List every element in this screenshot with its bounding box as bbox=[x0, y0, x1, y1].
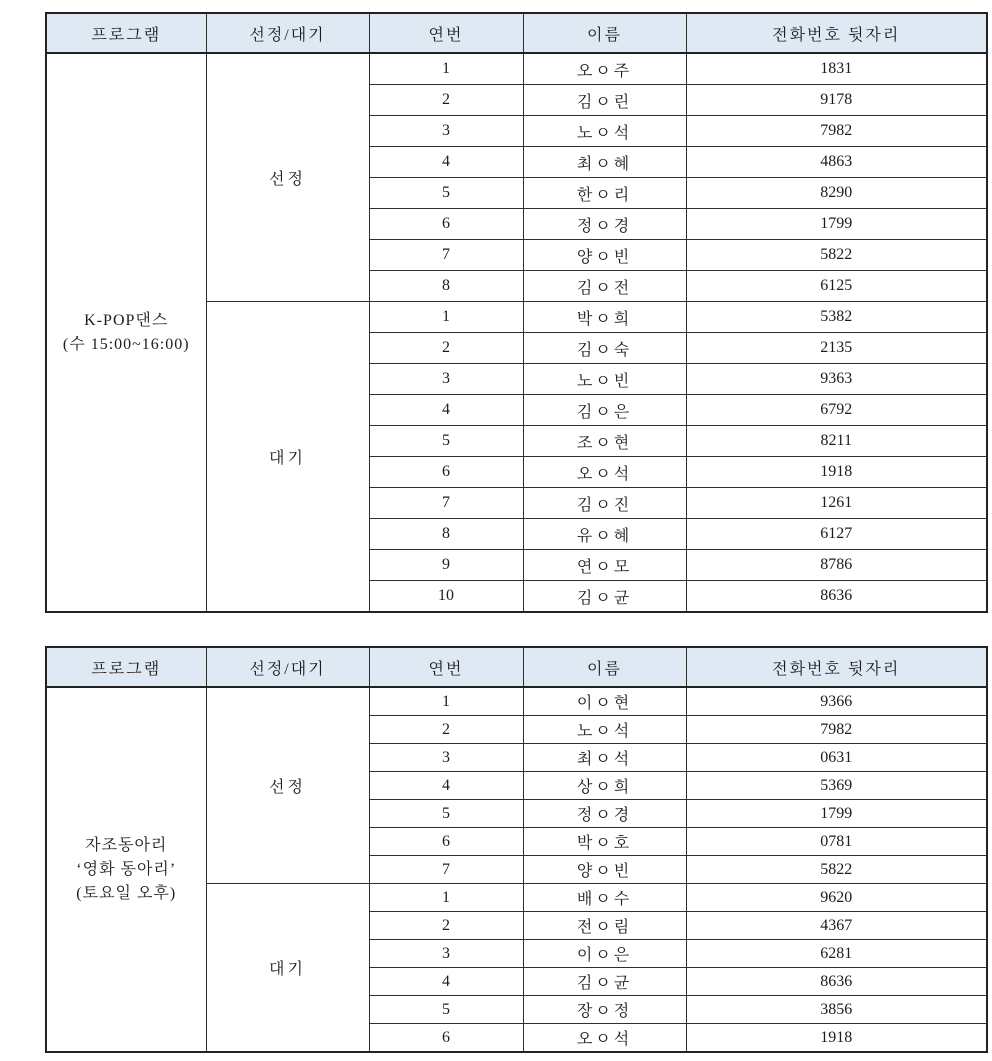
name-cell: 최ㅇ혜 bbox=[523, 147, 686, 178]
phone-cell: 1831 bbox=[686, 53, 987, 85]
column-header: 이름 bbox=[523, 647, 686, 687]
phone-cell: 7982 bbox=[686, 716, 987, 744]
name-cell: 한ㅇ리 bbox=[523, 178, 686, 209]
program-line: (수 15:00~16:00) bbox=[62, 335, 190, 353]
program-cell bbox=[46, 53, 206, 612]
phone-cell: 9366 bbox=[686, 687, 987, 716]
name-cell: 노ㅇ빈 bbox=[523, 364, 686, 395]
serial-cell: 4 bbox=[369, 395, 523, 426]
column-header: 선정/대기 bbox=[206, 647, 369, 687]
name-cell: 오ㅇ주 bbox=[523, 53, 686, 85]
table-1-header bbox=[46, 13, 987, 53]
name-cell: 장ㅇ정 bbox=[523, 996, 686, 1024]
name-cell: 이ㅇ현 bbox=[523, 687, 686, 716]
table-row bbox=[46, 687, 987, 716]
serial-cell: 2 bbox=[369, 85, 523, 116]
name-cell: 전ㅇ림 bbox=[523, 912, 686, 940]
serial-cell: 7 bbox=[369, 856, 523, 884]
header-row bbox=[46, 647, 987, 687]
name-cell: 김ㅇ숙 bbox=[523, 333, 686, 364]
column-header: 연번 bbox=[369, 647, 523, 687]
name-cell: 연ㅇ모 bbox=[523, 550, 686, 581]
serial-cell: 3 bbox=[369, 940, 523, 968]
phone-cell: 6281 bbox=[686, 940, 987, 968]
serial-cell: 10 bbox=[369, 581, 523, 613]
phone-cell: 1799 bbox=[686, 209, 987, 240]
phone-cell: 5369 bbox=[686, 772, 987, 800]
name-cell: 오ㅇ석 bbox=[523, 457, 686, 488]
name-cell: 유ㅇ혜 bbox=[523, 519, 686, 550]
name-cell: 양ㅇ빈 bbox=[523, 240, 686, 271]
program-cell bbox=[46, 687, 206, 1052]
column-header: 전화번호 뒷자리 bbox=[686, 647, 987, 687]
serial-cell: 1 bbox=[369, 302, 523, 333]
phone-cell: 3856 bbox=[686, 996, 987, 1024]
serial-cell: 5 bbox=[369, 426, 523, 457]
name-cell: 상ㅇ희 bbox=[523, 772, 686, 800]
serial-cell: 5 bbox=[369, 800, 523, 828]
serial-cell: 4 bbox=[369, 147, 523, 178]
phone-cell: 0781 bbox=[686, 828, 987, 856]
program-line: (토요일 오후) bbox=[76, 884, 177, 902]
phone-cell: 6127 bbox=[686, 519, 987, 550]
column-header: 선정/대기 bbox=[206, 13, 369, 53]
phone-cell: 8786 bbox=[686, 550, 987, 581]
serial-cell: 6 bbox=[369, 1024, 523, 1053]
serial-cell: 5 bbox=[369, 178, 523, 209]
phone-cell: 9620 bbox=[686, 884, 987, 912]
phone-cell: 5822 bbox=[686, 856, 987, 884]
serial-cell: 8 bbox=[369, 519, 523, 550]
table-1-body bbox=[46, 53, 987, 612]
phone-cell: 8211 bbox=[686, 426, 987, 457]
program-line: ‘영화 동아리’ bbox=[76, 860, 177, 878]
serial-cell: 3 bbox=[369, 744, 523, 772]
serial-cell: 7 bbox=[369, 488, 523, 519]
name-cell: 배ㅇ수 bbox=[523, 884, 686, 912]
name-cell: 김ㅇ균 bbox=[523, 968, 686, 996]
phone-cell: 8636 bbox=[686, 581, 987, 613]
name-cell: 정ㅇ경 bbox=[523, 209, 686, 240]
phone-cell: 1918 bbox=[686, 457, 987, 488]
serial-cell: 2 bbox=[369, 912, 523, 940]
phone-cell: 9363 bbox=[686, 364, 987, 395]
name-cell: 김ㅇ균 bbox=[523, 581, 686, 613]
name-cell: 김ㅇ은 bbox=[523, 395, 686, 426]
phone-cell: 4367 bbox=[686, 912, 987, 940]
phone-cell: 2135 bbox=[686, 333, 987, 364]
phone-cell: 6125 bbox=[686, 271, 987, 302]
name-cell: 정ㅇ경 bbox=[523, 800, 686, 828]
column-header: 전화번호 뒷자리 bbox=[686, 13, 987, 53]
name-cell: 노ㅇ석 bbox=[523, 116, 686, 147]
name-cell: 노ㅇ석 bbox=[523, 716, 686, 744]
name-cell: 이ㅇ은 bbox=[523, 940, 686, 968]
phone-cell: 5382 bbox=[686, 302, 987, 333]
table-gap bbox=[45, 613, 992, 646]
serial-cell: 1 bbox=[369, 53, 523, 85]
name-cell: 김ㅇ전 bbox=[523, 271, 686, 302]
table-2-body bbox=[46, 687, 987, 1052]
serial-cell: 6 bbox=[369, 828, 523, 856]
phone-cell: 8290 bbox=[686, 178, 987, 209]
phone-cell: 5822 bbox=[686, 240, 987, 271]
group-label-cell: 선정 bbox=[206, 687, 369, 884]
phone-cell: 4863 bbox=[686, 147, 987, 178]
serial-cell: 3 bbox=[369, 364, 523, 395]
serial-cell: 6 bbox=[369, 457, 523, 488]
group-label-cell: 대기 bbox=[206, 302, 369, 613]
serial-cell: 2 bbox=[369, 333, 523, 364]
group-label-cell: 선정 bbox=[206, 53, 369, 302]
name-cell: 최ㅇ석 bbox=[523, 744, 686, 772]
serial-cell: 8 bbox=[369, 271, 523, 302]
serial-cell: 1 bbox=[369, 884, 523, 912]
serial-cell: 4 bbox=[369, 772, 523, 800]
name-cell: 조ㅇ현 bbox=[523, 426, 686, 457]
phone-cell: 7982 bbox=[686, 116, 987, 147]
phone-cell: 1261 bbox=[686, 488, 987, 519]
name-cell: 박ㅇ희 bbox=[523, 302, 686, 333]
phone-cell: 1918 bbox=[686, 1024, 987, 1053]
column-header: 연번 bbox=[369, 13, 523, 53]
serial-cell: 3 bbox=[369, 116, 523, 147]
column-header: 프로그램 bbox=[46, 647, 206, 687]
program-line: 자조동아리 bbox=[85, 836, 168, 854]
phone-cell: 8636 bbox=[686, 968, 987, 996]
program-table-2 bbox=[45, 646, 988, 1053]
phone-cell: 0631 bbox=[686, 744, 987, 772]
program-line: K-POP댄스 bbox=[84, 311, 169, 329]
table-2-header bbox=[46, 647, 987, 687]
table-row bbox=[46, 53, 987, 85]
serial-cell: 9 bbox=[369, 550, 523, 581]
phone-cell: 6792 bbox=[686, 395, 987, 426]
serial-cell: 1 bbox=[369, 687, 523, 716]
serial-cell: 6 bbox=[369, 209, 523, 240]
serial-cell: 7 bbox=[369, 240, 523, 271]
serial-cell: 5 bbox=[369, 996, 523, 1024]
name-cell: 김ㅇ린 bbox=[523, 85, 686, 116]
name-cell: 김ㅇ진 bbox=[523, 488, 686, 519]
column-header: 프로그램 bbox=[46, 13, 206, 53]
group-label-cell: 대기 bbox=[206, 884, 369, 1053]
program-table-1 bbox=[45, 12, 988, 613]
name-cell: 박ㅇ호 bbox=[523, 828, 686, 856]
serial-cell: 4 bbox=[369, 968, 523, 996]
phone-cell: 1799 bbox=[686, 800, 987, 828]
serial-cell: 2 bbox=[369, 716, 523, 744]
name-cell: 오ㅇ석 bbox=[523, 1024, 686, 1053]
header-row bbox=[46, 13, 987, 53]
column-header: 이름 bbox=[523, 13, 686, 53]
phone-cell: 9178 bbox=[686, 85, 987, 116]
name-cell: 양ㅇ빈 bbox=[523, 856, 686, 884]
